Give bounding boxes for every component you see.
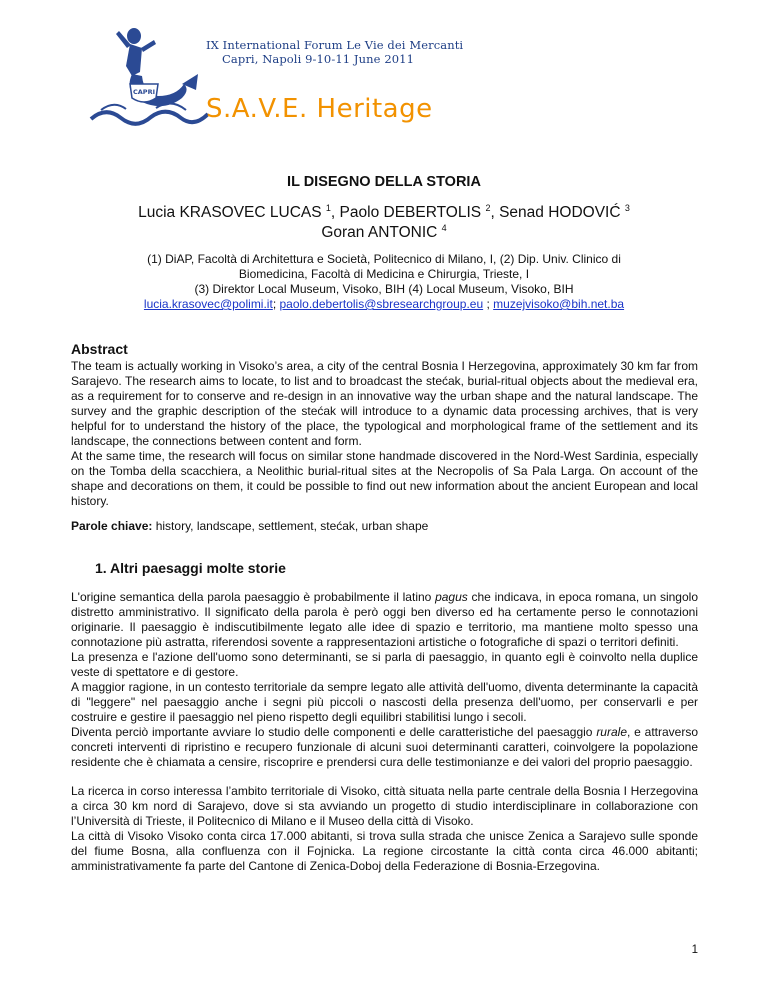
affiliations [100,252,668,312]
body-paragraph: La ricerca in corso interessa l’ambito territoriale di Visoko, città situata nella parte centrale della Bosnia I Herzegovina a circa 30 km nord di Sarajevo, dove si sta avviando un progetto di studio interdisciplinare in collaborazione con l’Università di Trieste, il Politecnico di Milano e il Museo della città di Visoko. [71,784,698,828]
section-heading: 1. Altri paesaggi molte storie [95,560,286,576]
forum-title: IX International Forum Le Vie dei Mercanti [206,38,464,52]
email-link[interactable]: lucia.krasovec@polimi.it [143,297,273,311]
keywords-label: Parole chiave: [71,519,153,533]
author-index: 4 [441,222,447,233]
author-name: Lucia KRASOVEC LUCAS [138,204,322,221]
paper-title: IL DISEGNO DELLA STORIA [287,174,481,190]
abstract-body [71,359,698,509]
abstract-heading: Abstract [71,341,128,357]
body-paragraph: La città di Visoko Visoko conta circa 17.000 abitanti, si trova sulla strada che unisce Zenica a Sarajevo sulle sponde del fiume Bosna, alla confluenza con il Fojnicka. La regione circostante la città conta circa 46.000 abitanti; amministrativamente fa parte del Cantone di Zenica-Doboj della Federazione di Bosnia-Erzegovina. [71,829,698,873]
conference-logo [86,14,464,134]
logo-badge-text: CAPRI [133,88,155,96]
email-link[interactable]: paolo.debertolis@sbresearchgroup.eu [279,297,484,311]
abstract-paragraph: At the same time, the research will focus on similar stone handmade discovered in the Nord-West Sardinia, especially on the Tomba della scacchiera, a Neolithic burial-ritual sites at the Necropolis of Sa Pala Larga. On account of the shape and decorations on them, it could be possible to find out new information about the ancient European and local history. [71,449,698,508]
forum-caption [206,38,463,66]
abstract-paragraph: The team is actually working in Visoko’s area, a city of the central Bosnia I Herzegovina, approximately 30 km far from Sarajevo. The research aims to locate, to list and to broadcast the stećak, burial-ritual objects about the medieval era, as a requirement for to conserve and re-design in an innovative way the urban shape and the natural landscape. The survey and the graphic description of the stećak will introduce to a dynamic data processing archives, that is very helpful for to understand the history of the place, the typological and morphological frame of the settlement and its landscape, the connections between content and form. [71,359,698,448]
page-number: 1 [691,944,698,956]
keywords-text: history, landscape, settlement, stećak, urban shape [155,519,429,533]
body-paragraph: A maggior ragione, in un contesto territoriale da sempre legato alle attività dell'uomo, diventa determinante la capacità di "leggere" nel paesaggio anche i segni più piccoli o nascosti della presenza dell'uomo, per conservarli e per costruire e gestire il paesaggio nel pieno rispetto degli equilibri stabilitisi lungo i secoli. [71,680,698,724]
affiliation-line: (1) DiAP, Facoltà di Architettura e Società, Politecnico di Milano, I, (2) Dip. Univ. Clinico di [147,252,621,266]
forum-dates: Capri, Napoli 9-10-11 June 2011 [222,52,414,66]
body-paragraph: L'origine semantica della parola paesaggio è probabilmente il latino pagus che indicava, in epoca romana, un singolo distretto amministrativo. Il significato della parola è però oggi ben diverso ed ha certamente perso le connotazioni originarie. Il paesaggio è indiscutibilmente legato alle idee di spazio e territorio, ma mantiene molto spesso una connotazione più astratta, riferendosi sovente a rappresentazioni artistiche o fotografiche di spazi o territori definiti. [71,590,698,649]
section-body [71,590,698,874]
affiliation-line: Biomedicina, Facoltà di Medicina e Chirurgia, Trieste, I [238,267,530,281]
author-index: 3 [624,202,630,213]
author-name: Paolo DEBERTOLIS [339,204,482,221]
body-paragraph: La presenza e l'azione dell'uomo sono determinanti, se si parla di paesaggio, in quanto egli è coinvolto nella duplice veste di spettatore e di gestore. [71,650,698,679]
author-index: 1 [325,202,331,213]
author-index: 2 [485,202,491,213]
mermaid-emblem [86,14,216,134]
keywords [71,519,428,533]
author-list: Lucia KRASOVEC LUCAS $^1$, Paolo DEBERTOLIS $^2$, Senad HODOVIĆ $^3$ Goran ANTONIC $^4$ [138,202,630,241]
affiliation-line: (3) Direktor Local Museum, Visoko, BIH (4) Local Museum, Visoko, BIH [194,282,574,296]
email-list: lucia.krasovec@polimi.it; paolo.debertolis@sbresearchgroup.eu ; muzejvisoko@bih.net.ba [143,297,625,311]
brand-title: S.A.V.E. Heritage [206,94,433,124]
body-paragraph: Diventa perciò importante avviare lo studio delle componenti e delle caratteristiche del paesaggio rurale, e attraverso concreti interventi di ripristino e recupero funzionale di alcuni suoi determinanti caratteri, coinvolgere la popolazione residente che è chiamata a censire, riscoprire e prendersi cura delle testimonianze e dei valori del proprio paesaggio. [71,725,699,769]
author-name: Senad HODOVIĆ [499,204,621,221]
author-name: Goran ANTONIC [321,224,438,241]
email-link[interactable]: muzejvisoko@bih.net.ba [493,297,625,311]
